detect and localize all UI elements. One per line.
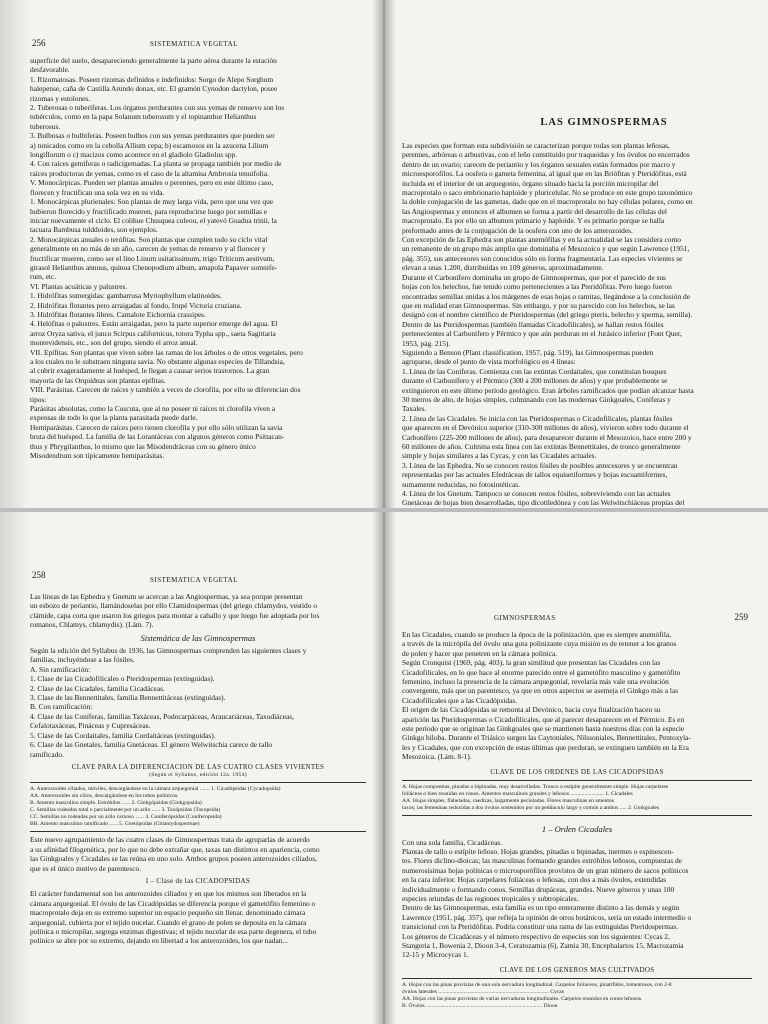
clave-line: A. Anterozoides ciliados, móviles, descargándose en la cámara arquegonial ....... 1. Cicadópsidas (Cycadopsida) [30,786,281,793]
text-line: representadas por las actuales Efedráceas de tallos equisetiformes y hojas escuamiformes, [402,470,668,480]
text-line: Cefalotaxáceas, Pináceas y Cupresáceas. [30,721,151,731]
text-line: tuberosus. [30,121,61,131]
text-line: tes. Flores diclino-dioicas; las masculinas formando grandes estróbilos leñosos, compuestas de [402,856,682,866]
horizontal-rule [402,815,752,816]
text-line: al cubrir exageradamente al huésped, le llegan a causar serios trastornos. La gran [30,366,270,376]
text-line: fructificar mueren, como ser el lino Linum usitatissimum, trigo Triticum aestivum, [30,253,275,263]
text-line: a los cuales no le substraen ninguna savia. No obstante algunas especies de Tillandsia, [30,357,285,366]
text-line: clámide, capa corta que usaron los griegos para montar a caballo y que luego fue adoptada por los [30,610,320,620]
text-line: simple y hojas similares a las Cycas, y con las Cicadales actuales. [402,451,597,461]
section-heading: 1 – Orden Cicadales [541,824,613,835]
chapter-title: LAS GIMNOSPERMAS [540,117,668,128]
page-257-title-wrap [486,118,722,127]
text-line: transicional con la Pteridófitas. Podría constituir una rama de las extinguidas Pteridospermas. [402,922,679,932]
text-line: elevan a unas 1.200, distribuidas en 109 géneros, aproximadamente. [402,263,604,273]
text-line: aparición las Pteridospermas o Cicadofilicales, que al parecer desaparecen en el Pérmico. Es en [402,714,685,724]
clave-title: CLAVE DE LOS ORDENES DE LAS CICADOPSIDAS [490,767,664,776]
text-line: rum, etc. [30,272,57,282]
text-line: Hemiparásitas. Carecen de raíces pero tienen clorofila y por ello sólo utilizan la savia [30,422,283,432]
text-line: bruta del huésped. La familia de las Lorantáceas con algunos géneros como Psittacan- [30,432,285,442]
running-head: SISTEMATICA VEGETAL [150,40,238,48]
text-line: Según Cronquist (1969, pág. 403), la gran similitud que presentan las Cicadales con las [402,658,661,668]
text-line: tubérculos, como en la papa Solanum tuberosum y el topinambur Helianthus [30,112,257,122]
text-line: preformado antes de la conjugación de la oosfera con uno de los anterozoides. [402,225,633,235]
page-257 [384,0,768,512]
text-line: VII. Epífitas. Son plantas que viven sobre las ramas de los árboles o de otros vegetales, pero [30,347,303,357]
text-line: las Ginkgoales y Cicadales se las reúna en uno solo. Ambos grupos poseen anterozoides ciliados, [30,854,317,864]
text-line: 1. Monocárpicas plurienales: Son plantas de muy larga vida, pero que una vez que [30,197,274,207]
text-line: 2. Clase de las Cicadales, familia Cicadáceas. [30,683,165,693]
text-line: girasol Helianthus annuus, quinoa Chenopodium album, amapola Papaver somnife- [30,262,278,272]
text-line: la doble conjugación de las gametas, dado que en el macroprotalo no hay células polares, como en [402,197,693,207]
text-line: Siguiendo a Benson (Plant classification, 1957, pág. 519), las Gimnospermas pueden [402,347,654,357]
text-line: En las Cicadales, cuando se produce la época de la polinización, que es siempre anemófila, [402,630,672,639]
text-line: 30 metros de alto, de hojas simples, culminando con las modernas Ginkgoales, Coníferas y [402,394,671,404]
text-line: 4. Con raíces gemíferas o radicígemadas. La planta se propaga también por medio de [30,159,282,169]
page-258 [0,512,384,1024]
text-line: Carbonífero (225-200 millones de años), para desaparecer durante el Mesozoico, hace entre 200 y [402,432,692,442]
text-line: 1. Clase de las Cicadofilicales o Pteridospermas (extinguidas). [30,674,215,684]
text-line: les y Cicadales, que con excepción de estas últimas que perduran, se extinguen también en la Era [402,742,689,752]
text-line: macroprotalo deja en su extremo superior un espacio pequeño sin llenar, denominado cámara [30,908,306,918]
text-line: incluida en el interior de un arquegonio, órgano situado hacia la porción micropilar del [402,178,659,188]
text-line: romanos, Chlamys, chlamydis). (Lám. 7). [30,620,154,630]
horizontal-rule [30,782,366,783]
text-line: un esbozo de periantio, llamándoselas por ello Clamidospermas (del griego chlamydos, vestido o [30,601,317,611]
text-line: un remanente de un grupo más amplio que dominaba el Mesozoico y que según Lawrence (1951, [402,244,690,254]
text-line: rizomas y estolones. [30,93,91,103]
text-line: Mesozoica. (Lám. 8-1). [402,752,472,762]
text-line: Parásitas absolutas, como la Cuscuta, que al no poseer ni raíces ni clorofila viven a [30,404,276,414]
text-line: tipos: [30,394,47,404]
text-line: Dentro de las Pteridospermas (también llamadas Cicadofilicales), se hallan restos fósiles [402,319,664,329]
text-line: Los géneros de Cicadáceas y el número respectivo de especies son los siguientes: Cycas 2, [402,931,670,941]
text-line: a) tunicados como en la cebolla Allium cepa; b) escamosos en la azucena Lilium [30,140,269,150]
clave-line: laxos; las femeninas reducidas a dos óvulos sostenidos por un pedúnculo largo y común a ambos ..... 2. Ginkgoales [402,805,660,812]
text-line: raíces productoras de yemas, como es el caso de la altamisa Ambrosia tenuifolia. [30,168,269,178]
text-line: Misodendrum son típicamente hemiparásitas. [30,451,165,461]
running-head: GIMNOSPERMAS [494,614,556,622]
text-line: sumamente reducidas, no fotosintéticas. [402,479,521,489]
text-line: ramificado. [30,749,64,759]
text-line: desfavorable. [30,65,70,75]
text-line: Dentro de las Gimnospermas, esta familia es un tipo enteramente distinto a las demás y según [402,903,680,913]
text-line: montevidensis, etc., son del grupo, siendo el arroz anual. [30,338,198,348]
text-line: 1953, pág. 215). [402,338,451,348]
horizontal-rule [30,831,366,832]
text-line: florecen y fructifican una sola vez en su vida. [30,187,165,197]
clave-line: CC. Semillas no rodeadas por un arilo carnoso ...... 4. Coniferópsidas (Coniferopsida) [30,814,222,821]
text-line: que en realidad eran Gimnospermas. Sin embargo, y por su parecido con los helechos, se las [402,300,675,310]
section-heading: I – Clase de las CICADOPSIDAS [145,876,251,885]
text-line: arroz Oryza sativa, el junco Scirpus californicus, totora Typha spp., saeta Sagittaria [30,328,276,338]
text-line: Taxales. [402,404,427,414]
text-line: mayoría de las Orquídeas son plantas epífitas. [30,375,166,385]
text-line: este período que se originan las Ginkgoales que se mantienen hasta nuestros días con la especie [402,724,685,734]
text-line: 12-15 y Microcycas 1. [402,950,469,960]
clave-line: C. Semillas rodeadas total o parcialmente por un arilo ...... 3. Taxópsidas (Taxopsida) [30,807,221,814]
text-line: extinguieron en este último período geológico. Eran árboles ramificados que podían alcanzar hasta [402,385,694,395]
text-line: en la cara inferior. Hojas carpelares foliáceas o leñosas, con dos a más óvulos, extendidas [402,875,667,885]
text-line: cámara arquegonial. El óvulo de las Cicadópsidas se diferencia porque el gametófito femenino o [30,898,316,908]
text-line: B. Con ramificación: [30,702,93,712]
text-line: macroprotalo. Es por ello un albumen primario y haploide. Y es primario porque se halla [402,216,665,226]
text-line: iniciar nuevamente el ciclo. El colihue Chusquea culeou, el yatevó Guadua trinii, la [30,215,277,225]
clave-line: AA. Anterozoides sin cilios, descargándose en los tubos polínicos. [30,793,179,800]
text-line: dentro de un ovario; carecen de periantio y los órganos sexuales están formados por macro y [402,159,676,169]
text-line: VIII. Parásitas. Carecen de raíces y también a veces de clorofila, por ello se diferencian dos [30,385,301,395]
text-line: convergente, más que un parentesco, ya que en otros aspectos se asemeja el Ginkgo más a las [402,686,679,696]
text-line: thus y Phrygilanthus, lo mismo que las Misodendráceas con su género único [30,441,256,451]
text-line: 4. Clase de las Coníferas, familias Taxáceas, Podocarpáceas, Araucariáceas, Taxodiáceas, [30,711,295,721]
text-line: Stangeria 1, Bowenia 2, Dioon 3-4, Ceratozamia (6), Zamia 30, Encephalartos 15, Macrozamia [402,940,684,950]
text-line: VI. Plantas acuáticas y palustres. [30,281,128,291]
text-line: Con excepción de las Ephedra son plantas anemófilas y en la actualidad se las considera como [402,235,681,245]
clave-line: BB. Amento masculino ramificado ...... 5. Gnetópsidas (Chlamydospermae) [30,821,200,828]
text-line: familias, incluyéndose a las fósiles. [30,655,135,665]
text-line: 4. Helófitas o palustres. Están arraigadas, pero la parte superior emerge del agua. El [30,319,278,329]
text-line: Las líneas de las Ephedra y Gnetum se acercan a las Angiospermas, ya sea porque presentan [30,592,303,601]
text-line: polínica o micropilar, segrega enzimas digestivas; el tejido nucelar de esa parte degenera, el tubo [30,926,317,936]
text-line: Ginkgo biloba. Durante el Triásico surgen las Caytoniales, Nilssoniales, Bennettitales, Pentoxyla- [402,733,691,743]
page-256 [0,0,384,512]
page-edge-shadow [0,512,30,1024]
text-line: 4. Línea de los Gnetum. Tampoco se conocen restos fósiles, sobreviviendo con las actuales [402,489,671,499]
text-line: Plantas de tallo o estípite leñoso. Hojas grandes, pinadas o bipinadas, inermes o espinescen- [402,846,674,856]
text-line: A. Sin ramificación: [30,664,91,674]
text-line: arquegonial, cubierta por el tejido nucelar. Cuando el grano de polen se deposita en la cámara [30,917,307,927]
clave-line: A. Hojas con las pinas provistas de una sola nervadura longitudinal. Carpelos foliáceos, pinatífidos, tomentosos, con 2-8 [402,982,672,989]
text-line: Las especies que forman esta subdivisión se caracterizan porque todas son plantas leñosas, [402,141,670,150]
text-line: halepense, caña de Castilla Arundo donax, etc. El gramón Cynodon dactylon, posee [30,84,278,94]
text-line: longiflorum o c) macizos como acontece en el gladiolo Gladiolus spp. [30,150,238,160]
page-number: 259 [734,612,748,622]
page-256-body [30,56,366,460]
text-line: encontradas semillas unidas a los márgenes de esas hojas o ramitas, llegándose a la conclusión de [402,291,691,301]
page-number: 258 [32,570,46,580]
text-line: hojas con los helechos, fue tenido como pertenecientes a las Pteridófitas. Pero luego fueron [402,282,672,292]
clave-line: foliáceas o bien reunidas en conos. Amentos masculinos grandes y leñosos ........................ 1. Cicadales [402,791,633,798]
text-line: expensas de todo lo que la planta parasitada puede darle. [30,413,198,423]
text-line: Durante el Carbonífero dominaba un grupo de Gimnospermas, que por el parecido de sus [402,272,666,282]
clave-title: CLAVE PARA LA DIFERENCIACION DE LAS CUATRO CLASES VIVIENTES [71,762,325,771]
text-line: V. Monocárpicas. Pueden ser plantas anuales o perennes, pero en este último caso, [30,178,274,188]
text-line: macroprotalo o saco embrionario haploide y pluricelular. No se produce en este grupo taxonómico [402,188,693,198]
text-line: de polen y hacer que penetren en la cámara polínica. [402,648,558,658]
text-line: numerosísimas hojas polínicas o microsporófilos provistos de un gran número de sacos polínicos [402,865,689,875]
text-line: El origen de las Cicadópsidas se remonta al Devónico, hacia cuya finalización hacen su [402,705,661,715]
text-line: 60 millones de años. Culmina esta línea con las extintas Bennettitales, de tronco generalmente [402,442,681,451]
text-line: que aparecen en el Devónico superior (310-300 millones de años), vivieron sobre todo durante el [402,423,689,433]
clave-line: AA. Hojas con las pinas provistas de varias nervaduras longitudinales. Carpelos reunidos en conos leñosos. [402,996,643,1003]
text-line: 5. Clase de las Cordaitales, familia Cordaitáceas (extinguidas). [30,730,216,740]
page-259-body [402,630,752,1010]
text-line: 2. Hidrófitas flotantes pero arraigadas al fondo, Irupé Victoria cruziana. [30,300,242,310]
running-head: SISTEMATICA VEGETAL [150,576,238,584]
text-line: que es el único motivo de parentesco. [30,863,142,873]
text-line: 2. Monocárpicas anuales o terófitas. Son plantas que cumplen todo su ciclo vital [30,234,268,244]
text-line: 3. Línea de las Ephedra. No se conocen restos fósiles de posibles antecesores y se encuentran [402,460,678,470]
text-line: Gnetáceas de hojas bien desarrolladas, tipo dicotiledónea y con las Welwitschiáceas propias del [402,498,685,508]
page-number: 256 [32,38,46,48]
bottom-spread [0,512,768,1024]
clave-line: A. Hojas compuestas, pinadas o bipinadas, muy desarrolladas. Tronco o estípite generalmente simple. Hojas carpelares [402,784,669,791]
clave-line: B. Óvulos ................................................................................... Dioon [402,1003,558,1010]
text-line: individualmente o formando conos. Semillas drupáceas, grandes. Nueve géneros y unas 100 [402,884,675,894]
text-line: polínico se abre por su extremo, dejando en libertad a los anterozoides, los que nadan... [30,936,288,946]
page-258-body [30,592,366,946]
text-line: pág. 355), sus antecesores son conocidos sólo en forma fragmentaria. Las especies vivientes se [402,253,683,263]
text-line: 2. Línea de las Cicadales. Se inicia con las Pteridospermas o Cicadofilicales, plantas fósiles [402,413,673,423]
text-line: 3. Clase de las Bennettitales, familia Bennettitáceas (extinguidas). [30,693,226,703]
horizontal-rule [402,978,752,979]
text-line: 3. Bulbosas o bulbíferas. Poseen bulbos con sus yemas perdurantes que pueden ser [30,131,275,141]
text-line: hubieron florecido y fructificado mueren, para reproducirse luego por semillas e [30,206,268,216]
text-line: Cicadofilicales que a las Cicadópsidas. [402,695,518,705]
text-line: pertenecientes al Carbonífero y Pérmico y que aún perduran en el Jurásico inferior (Font Quer, [402,329,682,339]
text-line: femenino, incluso la presencia de la cámara arquegonial, revelaría más vale una evolución [402,677,669,687]
text-line: microesporofilos. La oosfera o gameta femenina, al igual que en las Briófitas y Pteridófitas, está [402,169,687,179]
text-line: Este nuevo agrupamiento de las cuatro clases de Gimnospermas trata de agruparlas de acuerdo [30,835,310,845]
text-line: 1. Hidrófitas sumergidas: gambarrusa Myriophyllum elatinoides. [30,291,222,301]
text-line: generalmente en no más de un año, carecen de yemas de renuevo y al florecer y [30,244,266,254]
text-line: a su afinidad filogenética, por lo que no debe extrañar que, taxas tan distintos en apariencia, como [30,844,320,854]
page-259 [384,512,768,1024]
page-257-body [402,141,752,527]
text-line: especies oriundas de las regiones tropicales y subtropicales. [402,893,579,903]
clave-subtitle: (Según el Syllabus, edición 12a. 1954) [149,772,247,779]
text-line: 6. Clase de las Gnetales, familia Gnetáceas. El género Welwitschia carece de tallo [30,740,273,750]
text-line: Lawrence (1951, pág. 357), que refleja la opinión de otros botánicos, sería un estado intermedio o [402,912,692,922]
text-line: El carácter fundamental son los anterozoides ciliados y en que los mismos son liberados en la [30,889,307,899]
text-line: las Angiospermas y entonces el albumen se forma a partir del desarrollo de las células del [402,206,667,216]
text-line: Según la edición del Syllabus de 1936, las Gimnospermas comprenden las siguientes clases y [30,646,307,656]
horizontal-rule [402,780,752,781]
page-edge-shadow [0,0,30,512]
clave-title: CLAVE DE LOS GENEROS MAS CULTIVADOS [499,965,655,974]
text-line: perennes, arbóreas o arbustivas, con el leño constituido por traqueidas y los óvulos no encerrados [402,150,690,160]
text-line: 1. Línea de las Coníferas. Comienza con las extintas Cordaitales, que constituían bosques [402,366,667,376]
text-line: a través de la micrópila del óvulo una gota polinizante cuya misión es de retener a los granos [402,639,677,649]
text-line: 1. Rizomatosas. Poseen rizomas definidos e indefinidos: Sorgo de Alepo Sorghum [30,74,274,84]
text-line: tacuara Bambusa tulddoides, son ejemplos. [30,225,158,235]
clave-line: óvulos laterales ............................................................................... Cycas [402,989,564,996]
text-line: durante el Carbonífero y el Pérmico (300 a 200 millones de años) y que probablemente se [402,376,668,386]
text-line: 2. Tuberosas o tuberíferas. Los órganos perdurantes con sus yemas de renuevo son los [30,103,285,113]
text-line: Con una sola familia, Cicadáceas. [402,837,503,847]
clave-line: B. Amento masculino simple. Estróbilos ...... 2. Ginkgópsidas (Ginkgopsida) [30,800,202,807]
text-line: superficie del suelo, desapareciendo generalmente la parte aérea durante la estación [30,56,277,65]
text-line: agruparse, desde el punto de vista morfológico en 4 líneas: [402,357,576,367]
clave-line: AA. Hojas simples, flabeladas, caedizas, largamente pecioladas. Flores masculinas en amentos [402,798,614,805]
text-line: 3. Hidrófitas flotantes libres. Camalote Eichornia crassipes. [30,309,206,319]
section-heading: Sistemática de las Gimnospermas [140,632,256,643]
text-line: designó con el nombre científico de Pteridospermas (del griego pteris, helecho y sperma, semilla). [402,310,693,320]
text-line: Cicadofilicales, en lo que hace al enorme parecido entre el gametófito masculino y gametófito [402,667,681,677]
